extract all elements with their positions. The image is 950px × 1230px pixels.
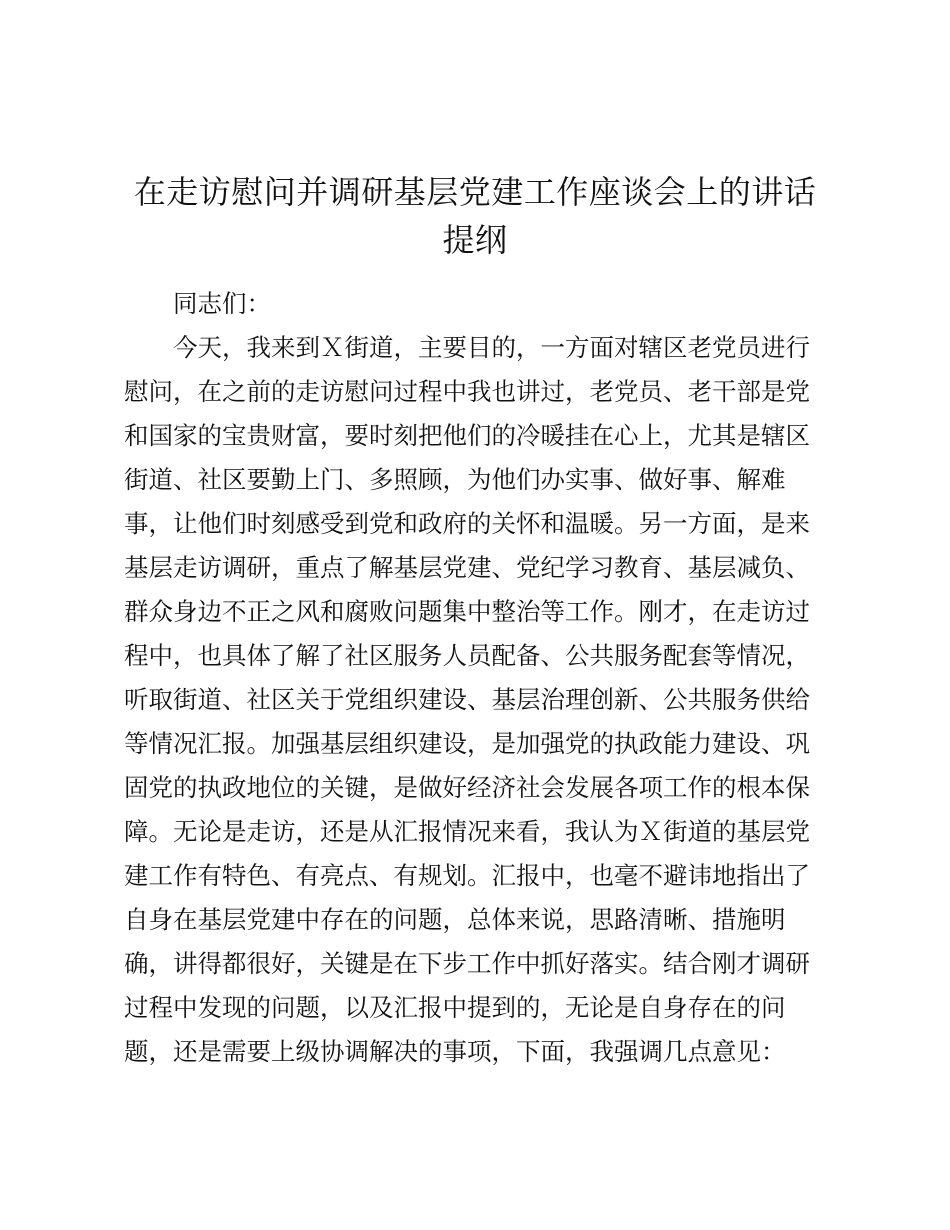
paragraph-line: 自身在基层党建中存在的问题，总体来说，思路清晰、措施明 (124, 905, 786, 934)
paragraph-line: 群众身边不正之风和腐败问题集中整治等工作。刚才，在走访过 (124, 597, 810, 626)
paragraph-line: 慰问，在之前的走访慰问过程中我也讲过，老党员、老干部是党 (124, 377, 810, 406)
paragraph-line: 题，还是需要上级协调解决的事项，下面，我强调几点意见： (124, 1037, 786, 1066)
paragraph-line: 障。无论是走访，还是从汇报情况来看，我认为Ｘ街道的基层党 (124, 817, 810, 846)
paragraph-line: 今天，我来到Ｘ街道，主要目的，一方面对辖区老党员进行 (173, 333, 810, 362)
paragraph-line: 听取街道、社区关于党组织建设、基层治理创新、公共服务供给 (124, 685, 810, 714)
paragraph-line: 事，让他们时刻感受到党和政府的关怀和温暖。另一方面，是来 (124, 509, 810, 538)
paragraph-line: 程中，也具体了解了社区服务人员配备、公共服务配套等情况， (124, 641, 810, 670)
salutation: 同志们： (173, 289, 271, 318)
paragraph-line: 确，讲得都很好，关键是在下步工作中抓好落实。结合刚才调研 (124, 949, 810, 978)
paragraph-line: 固党的执政地位的关键，是做好经济社会发展各项工作的根本保 (124, 773, 810, 802)
paragraph-line: 街道、社区要勤上门、多照顾，为他们办实事、做好事、解难 (124, 465, 786, 494)
paragraph-line: 和国家的宝贵财富，要时刻把他们的冷暖挂在心上，尤其是辖区 (124, 421, 810, 450)
paragraph-line: 等情况汇报。加强基层组织建设，是加强党的执政能力建设、巩 (124, 729, 810, 758)
document-title: 在走访慰问并调研基层党建工作座谈会上的讲话提纲 (133, 173, 817, 259)
paragraph-line: 基层走访调研，重点了解基层党建、党纪学习教育、基层减负、 (124, 553, 810, 582)
paragraph-line: 建工作有特色、有亮点、有规划。汇报中，也毫不避讳地指出了 (124, 861, 810, 890)
paragraph-line: 过程中发现的问题，以及汇报中提到的，无论是自身存在的问 (124, 993, 786, 1022)
